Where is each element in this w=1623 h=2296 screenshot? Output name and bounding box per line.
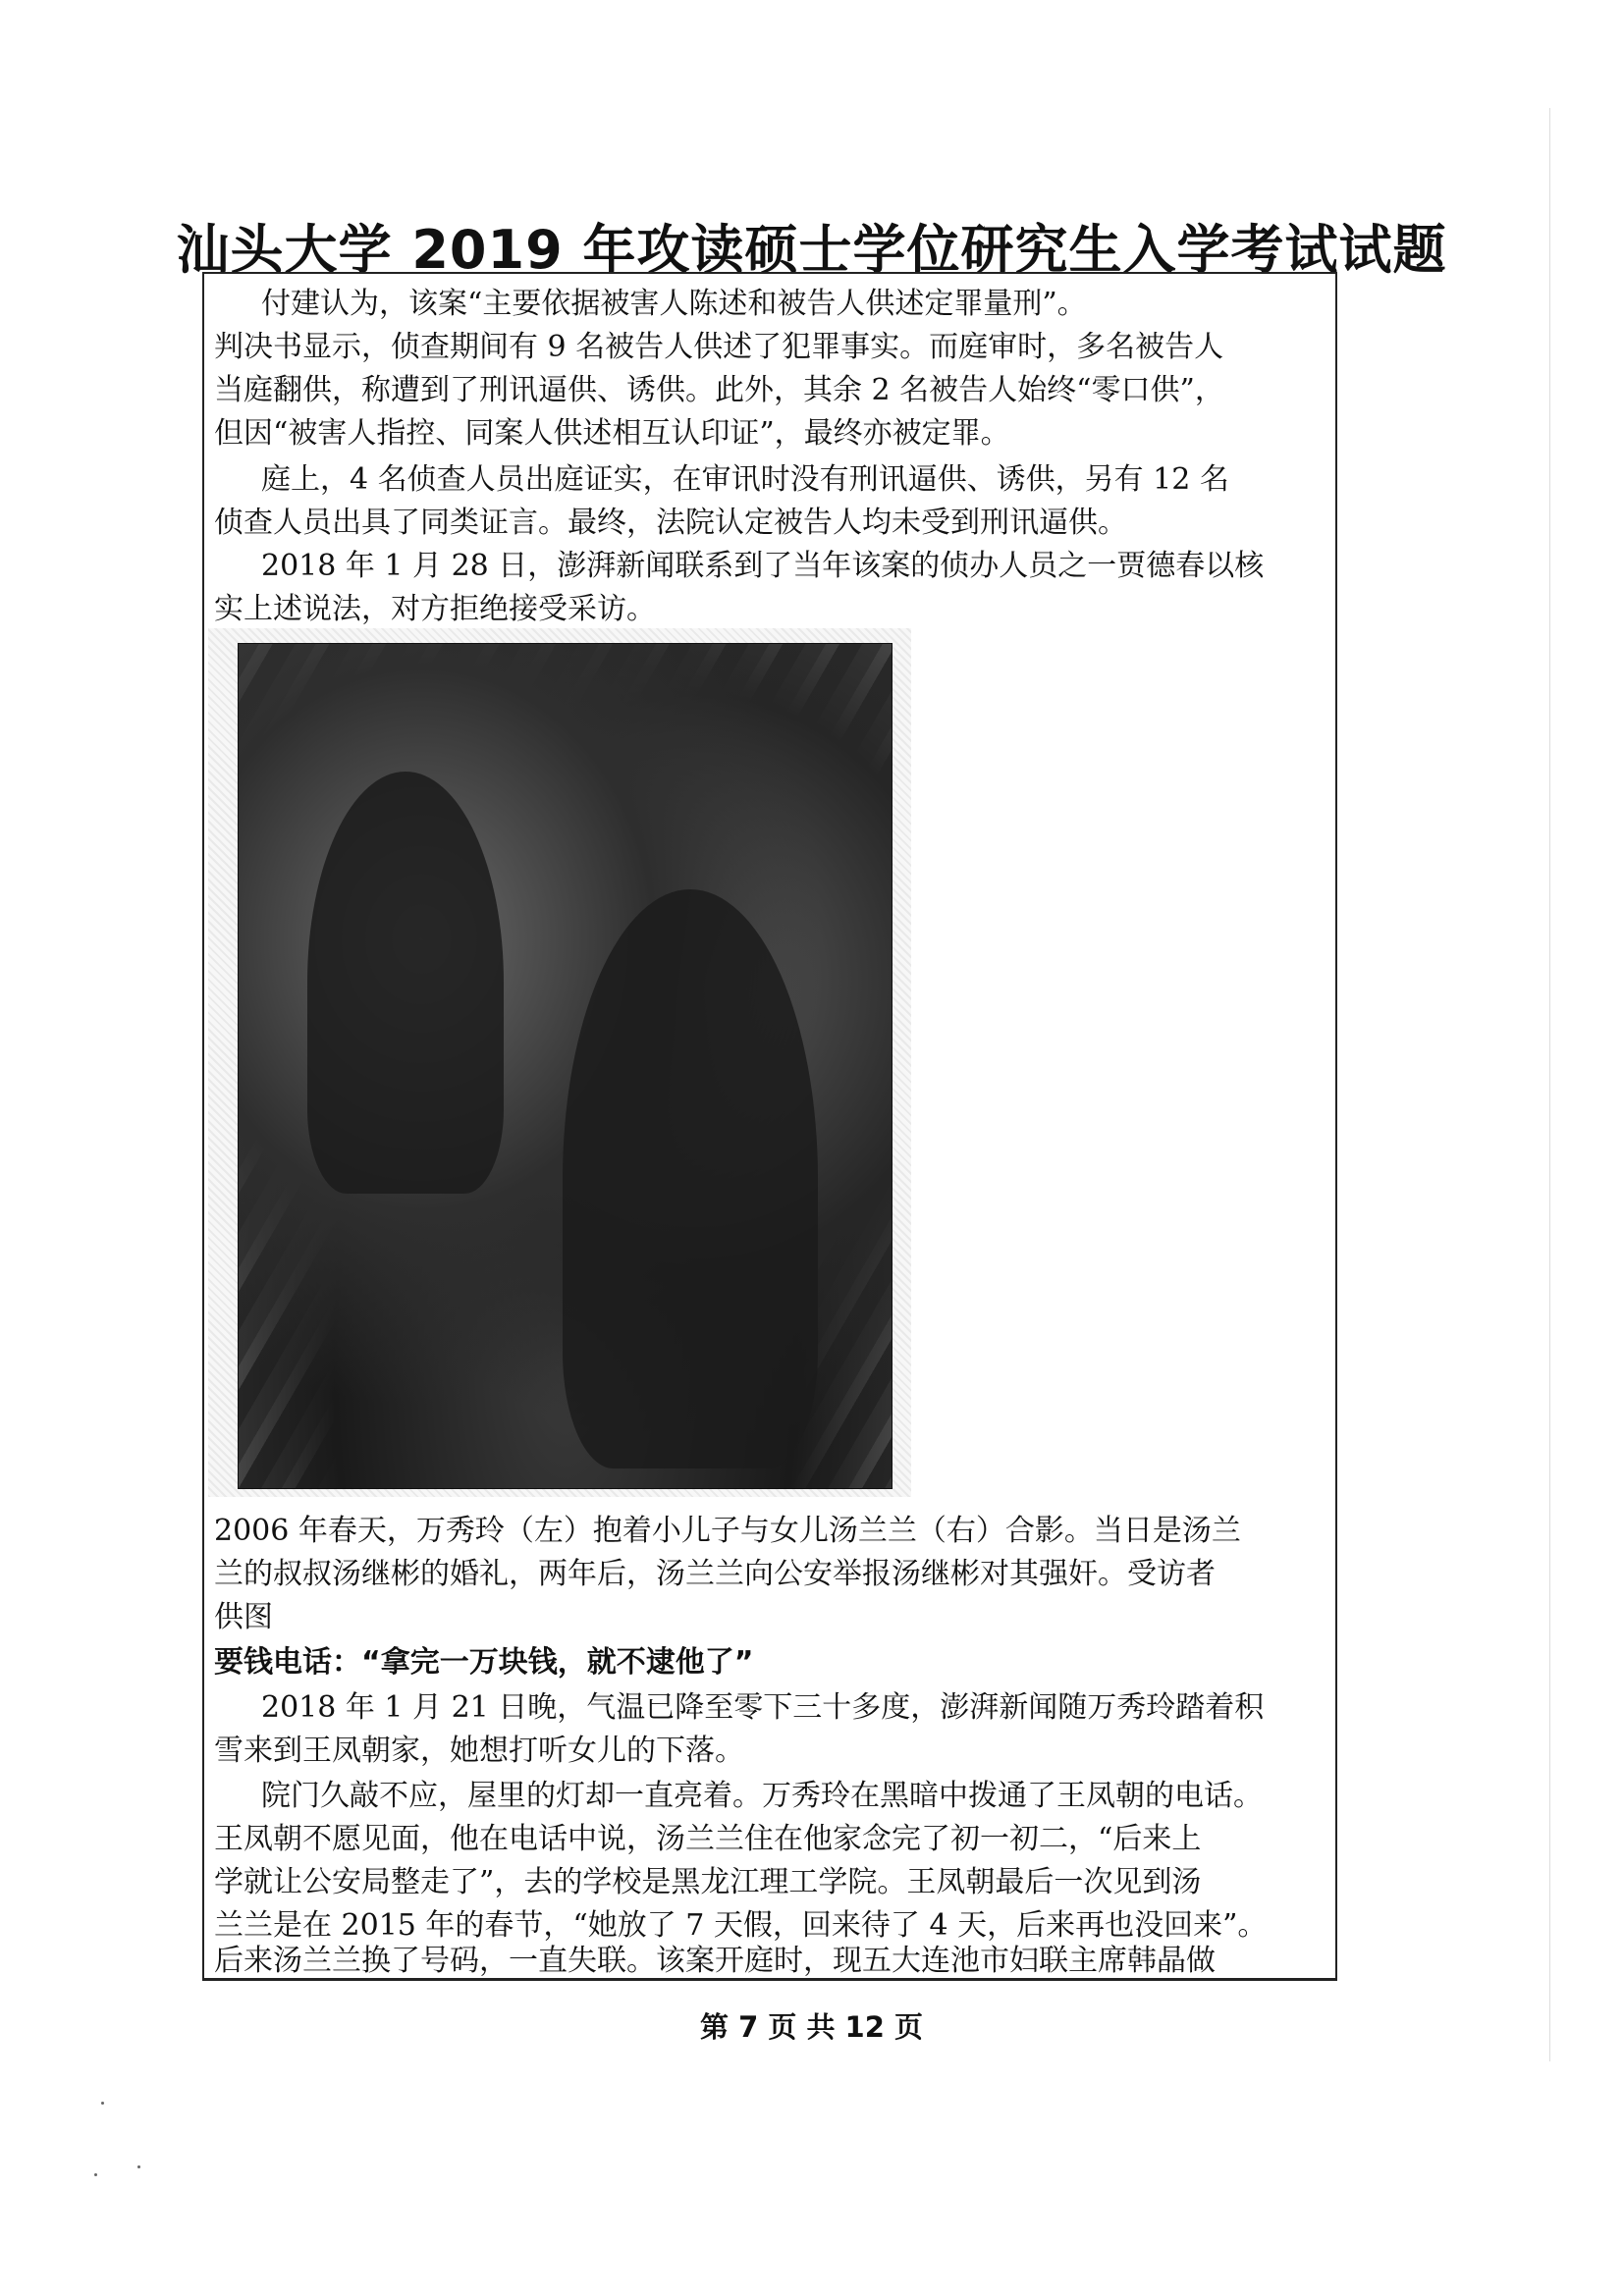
- photo-caption-line: 2006 年春天，万秀玲（左）抱着小儿子与女儿汤兰兰（右）合影。当日是汤兰: [214, 1514, 1241, 1548]
- scan-speck: [137, 2165, 140, 2168]
- paragraph-line: 2018 年 1 月 21 日晚，气温已降至零下三十多度，澎湃新闻随万秀玲踏着积: [261, 1690, 1265, 1725]
- paragraph-line: 学就让公安局整走了”，去的学校是黑龙江理工学院。王凤朝最后一次见到汤: [214, 1865, 1202, 1899]
- paragraph-line: 付建认为，该案“主要依据被害人陈述和被告人供述定罪量刑”。: [261, 287, 1087, 321]
- paragraph-line: 雪来到王凤朝家，她想打听女儿的下落。: [214, 1734, 744, 1768]
- paragraph-line: 但因“被害人指控、同案人供述相互认印证”，最终亦被定罪。: [214, 416, 1010, 451]
- page-number: 第 7 页 共 12 页: [699, 2010, 924, 2044]
- paragraph-line: 院门久敲不应，屋里的灯却一直亮着。万秀玲在黑暗中拨通了王凤朝的电话。: [261, 1779, 1263, 1813]
- photo-figure-left: [307, 772, 504, 1194]
- photo-caption-line: 供图: [214, 1600, 273, 1634]
- paragraph-line: 后来汤兰兰换了号码，一直失联。该案开庭时，现五大连池市妇联主席韩晶做: [214, 1944, 1216, 1978]
- paragraph-line: 当庭翻供，称遭到了刑讯逼供、诱供。此外，其余 2 名被告人始终“零口供”，: [214, 373, 1224, 407]
- news-photo: [238, 643, 893, 1489]
- paragraph-line: 王凤朝不愿见面，他在电话中说，汤兰兰住在他家念完了初一初二，“后来上: [214, 1822, 1202, 1856]
- scan-speck: [101, 2102, 104, 2105]
- photo-figure-right: [563, 889, 818, 1468]
- paragraph-line: 兰兰是在 2015 年的春节，“她放了 7 天假，回来待了 4 天，后来再也没回来”。: [214, 1908, 1268, 1943]
- scan-speck: [94, 2173, 97, 2176]
- paragraph-line: 2018 年 1 月 28 日，澎湃新闻联系到了当年该案的侦办人员之一贾德春以核: [261, 549, 1265, 583]
- section-subheading: 要钱电话：“拿完一万块钱，就不逮他了”: [214, 1645, 754, 1680]
- paragraph-line: 庭上，4 名侦查人员出庭证实，在审讯时没有刑讯逼供、诱供，另有 12 名: [261, 462, 1229, 497]
- paragraph-line: 判决书显示，侦查期间有 9 名被告人供述了犯罪事实。而庭审时，多名被告人: [214, 330, 1224, 364]
- scan-edge-line: [1549, 108, 1550, 2061]
- paragraph-line: 侦查人员出具了同类证言。最终，法院认定被告人均未受到刑讯逼供。: [214, 506, 1127, 540]
- paragraph-line: 实上述说法，对方拒绝接受采访。: [214, 592, 656, 626]
- photo-caption-line: 兰的叔叔汤继彬的婚礼，两年后，汤兰兰向公安举报汤继彬对其强奸。受访者: [214, 1557, 1216, 1591]
- exam-title: 汕头大学 2019 年攻读硕士学位研究生入学考试试题: [176, 219, 1447, 281]
